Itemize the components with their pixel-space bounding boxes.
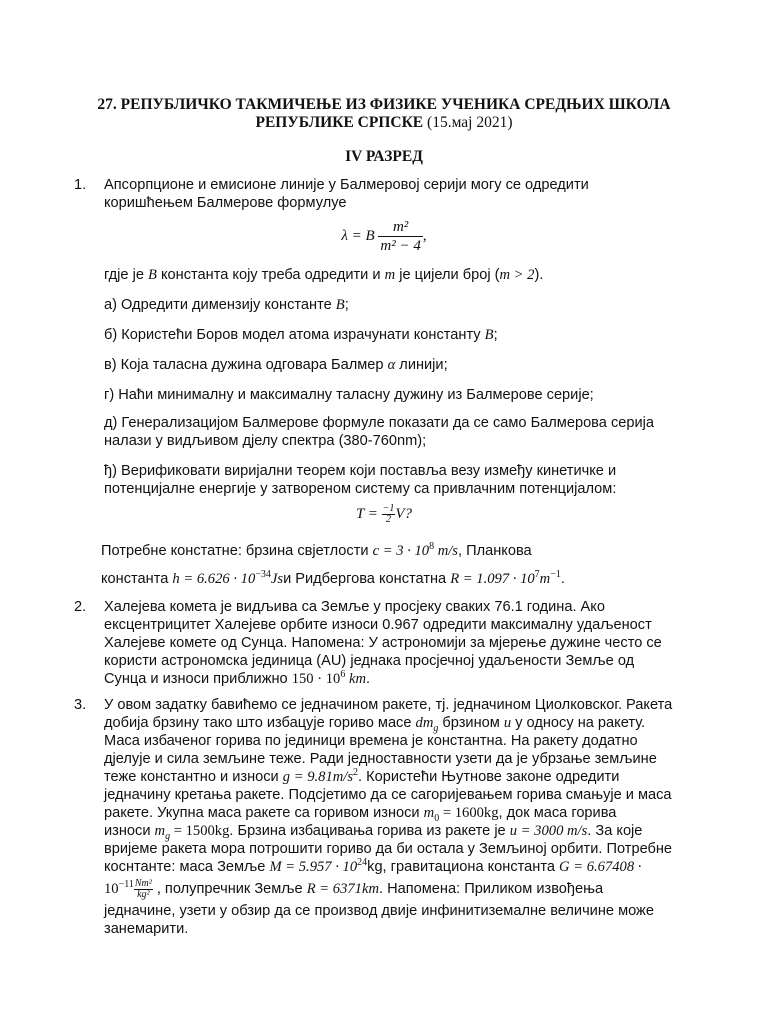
gravity: g = 9.81m/s xyxy=(282,769,354,785)
exponent: −34 xyxy=(255,569,271,581)
problem-2-number: 2. xyxy=(74,599,87,615)
formula-fraction xyxy=(382,504,396,525)
subscript: 0 xyxy=(434,812,440,824)
problem-1-definition xyxy=(104,266,684,284)
symbol-m: m xyxy=(384,267,396,283)
text-line: једначине, узети у обзир да се производ двије инфинитиземалне величине може xyxy=(104,903,654,919)
unit: m xyxy=(539,571,551,587)
text: . xyxy=(366,671,371,687)
text: и Ридбергова констатна xyxy=(283,571,451,587)
text-line: дјелује и сила земљине теже. Ради једноставности узети да је убрзање земљине xyxy=(104,751,657,767)
text-line: користи астрономска јединица (AU) једнака просјечној удаљености Земље од xyxy=(104,653,635,669)
text: коснтанте: маса Земље xyxy=(104,859,270,875)
text: kg, гравитациона константа xyxy=(367,859,560,875)
text-line: Халејеве комете од Сунца. Напомена: У астрономији за мјерење дужине често се xyxy=(104,635,662,651)
text: ; xyxy=(493,327,498,343)
formula-numerator: m² xyxy=(378,218,422,237)
symbol-m: m xyxy=(423,805,435,821)
text: . Користећи Њутнове законе одредити xyxy=(358,769,620,785)
unit-fraction xyxy=(134,879,153,900)
text: а) Одредити димензију константе xyxy=(104,297,336,313)
exponent: −11 xyxy=(118,879,134,891)
text: . За које xyxy=(587,823,643,839)
text: г) Наћи минималну и максималну таласну дужину из Балмерове серије; xyxy=(104,387,594,403)
text-line: Апсорпционе и емисионе линије у Балмеровој серији могу се одредити xyxy=(104,177,589,193)
symbol-u: u xyxy=(503,715,512,731)
document-title xyxy=(60,96,708,132)
formula-denominator: m² − 4 xyxy=(380,238,421,254)
symbol-B: B xyxy=(335,297,345,313)
value: = 1600kg xyxy=(439,805,499,821)
text-line: Халејева комета је видљива са Земље у просјеку сваких 76.1 година. Ако xyxy=(104,599,605,615)
question-c xyxy=(104,356,684,374)
text: износи xyxy=(104,823,155,839)
exponent: 2 xyxy=(353,767,359,779)
text: константа коју треба одредити и xyxy=(156,267,385,283)
title-date: (15.мај 2021) xyxy=(427,114,513,131)
text: теже константно и износи xyxy=(104,769,283,785)
text-line: У овом задатку бавићемо се једначином ракете, тј. једначином Циолковског. Ракета xyxy=(104,697,673,713)
question-b xyxy=(104,326,684,344)
problem-1-number: 1. xyxy=(74,177,87,193)
text-line: д) Генерализацијом Балмерове формуле показати да се само Балмерова серија xyxy=(104,415,654,431)
title-line-2: РЕПУБЛИКЕ СРПСКЕ xyxy=(255,114,424,131)
text: брзином xyxy=(438,715,504,731)
symbol-B: B xyxy=(484,327,494,343)
value: 150 · 10 xyxy=(291,671,341,687)
text: . Напомена: Приликом извођења xyxy=(378,881,604,897)
text-line: ексцентрицитет Халејеве орбите износи 0.967 одредити максималну удаљеност xyxy=(104,617,652,633)
problem-3-number: 3. xyxy=(74,697,87,713)
symbol-B: B xyxy=(148,267,157,283)
question-e xyxy=(104,414,684,450)
subscript: g xyxy=(165,830,171,842)
question-a xyxy=(104,296,684,314)
text: , док маса горива xyxy=(498,805,617,821)
question-d xyxy=(104,386,684,404)
title-line-1: 27. РЕПУБЛИЧКО ТАКМИЧЕЊЕ ИЗ ФИЗИКЕ УЧЕНИКА СРЕДЊИХ ШКОЛА xyxy=(97,96,671,113)
formula-numerator: −1 xyxy=(382,503,395,514)
exhaust-speed: u = 3000 m/s xyxy=(509,823,588,839)
text: , Планкова xyxy=(457,543,532,559)
text: ). xyxy=(534,267,544,283)
problem-3-text xyxy=(104,696,684,938)
text-line: ђ) Верификовати виријални теорем који поставља везу између кинетичке и xyxy=(104,463,617,479)
exponent: 7 xyxy=(534,569,540,581)
text: в) Која таласна дужина одговара Балмер xyxy=(104,357,388,373)
formula-tail: , xyxy=(422,227,427,244)
exponent: 24 xyxy=(357,857,368,869)
earth-mass: M = 5.957 · 10 xyxy=(269,859,358,875)
text: линији; xyxy=(395,357,448,373)
unit-numerator: Nm² xyxy=(134,877,152,889)
text: је цијели број ( xyxy=(395,267,500,283)
text: константа xyxy=(101,571,173,587)
problem-2-text xyxy=(104,598,684,688)
gravitational-constant: G = 6.67408 · xyxy=(559,859,642,875)
condition: m > 2 xyxy=(499,267,535,283)
speed-of-light: c = 3 · 10 xyxy=(372,543,430,559)
text: . xyxy=(560,571,565,587)
exponent: −1 xyxy=(550,569,561,581)
text-line: потенцијалне енергије у затвореном систему са привлачним потенцијалом: xyxy=(104,481,617,497)
text: Сунца и износи приближно xyxy=(104,671,292,687)
unit-denominator: kg² xyxy=(137,888,150,900)
text: гдје је xyxy=(104,267,149,283)
balmer-formula xyxy=(0,218,768,255)
text: ракете. Укупна маса ракете са горивом износи xyxy=(104,805,424,821)
fuel-mass: dm xyxy=(415,715,434,731)
question-f xyxy=(104,462,684,498)
constants-line-2 xyxy=(101,570,681,588)
formula-lhs: λ = B xyxy=(341,227,375,244)
text: . Брзина избацивања горива из ракете је xyxy=(229,823,510,839)
text-line: коришћењем Балмерове формулуе xyxy=(104,195,347,211)
text-line: Маса избаченог горива по јединици времена је константна. На ракету додатно xyxy=(104,733,638,749)
symbol-alpha: α xyxy=(387,357,396,373)
text-line: једначину кретања ракете. Подсјетимо да се сагоријевањем горива смањује и маса xyxy=(104,787,672,803)
constants-line-1 xyxy=(101,542,681,560)
text: у односу на ракету. xyxy=(511,715,646,731)
exponent: 8 xyxy=(429,541,435,553)
formula-denominator: 2 xyxy=(386,514,392,525)
text: б) Користећи Боров модел атома израчунати константу xyxy=(104,327,485,343)
planck-constant: h = 6.626 · 10 xyxy=(172,571,256,587)
earth-radius: R = 6371km xyxy=(306,881,379,897)
exponent: 6 xyxy=(340,669,346,681)
rydberg-constant: R = 1.097 · 10 xyxy=(450,571,535,587)
unit: km xyxy=(345,671,367,687)
text-line: вријеме ракета мора потрошити гориво да би остала у Земљиној орбити. Потребне xyxy=(104,841,673,857)
problem-1-intro xyxy=(104,176,684,212)
formula-tail: V? xyxy=(395,505,413,522)
text: Потребне констатне: брзина свјетлости xyxy=(101,543,373,559)
unit: m/s xyxy=(434,543,458,559)
text: , полупречник Земље xyxy=(152,881,307,897)
value: = 1500kg xyxy=(170,823,230,839)
grade-heading: IV РАЗРЕД xyxy=(345,148,423,165)
text-line: занемарити. xyxy=(104,921,189,937)
formula-fraction xyxy=(378,218,422,255)
text-line: налази у видљивом дјелу спектра (380-760nm); xyxy=(104,433,427,449)
text: добија брзину тако што избацује гориво масе xyxy=(104,715,416,731)
text: ; xyxy=(344,297,349,313)
value: 10 xyxy=(104,881,119,897)
virial-formula xyxy=(0,504,768,525)
unit: Js xyxy=(270,571,284,587)
formula-lhs: T = xyxy=(355,505,382,522)
symbol-m: m xyxy=(154,823,166,839)
subscript: g xyxy=(433,722,439,734)
